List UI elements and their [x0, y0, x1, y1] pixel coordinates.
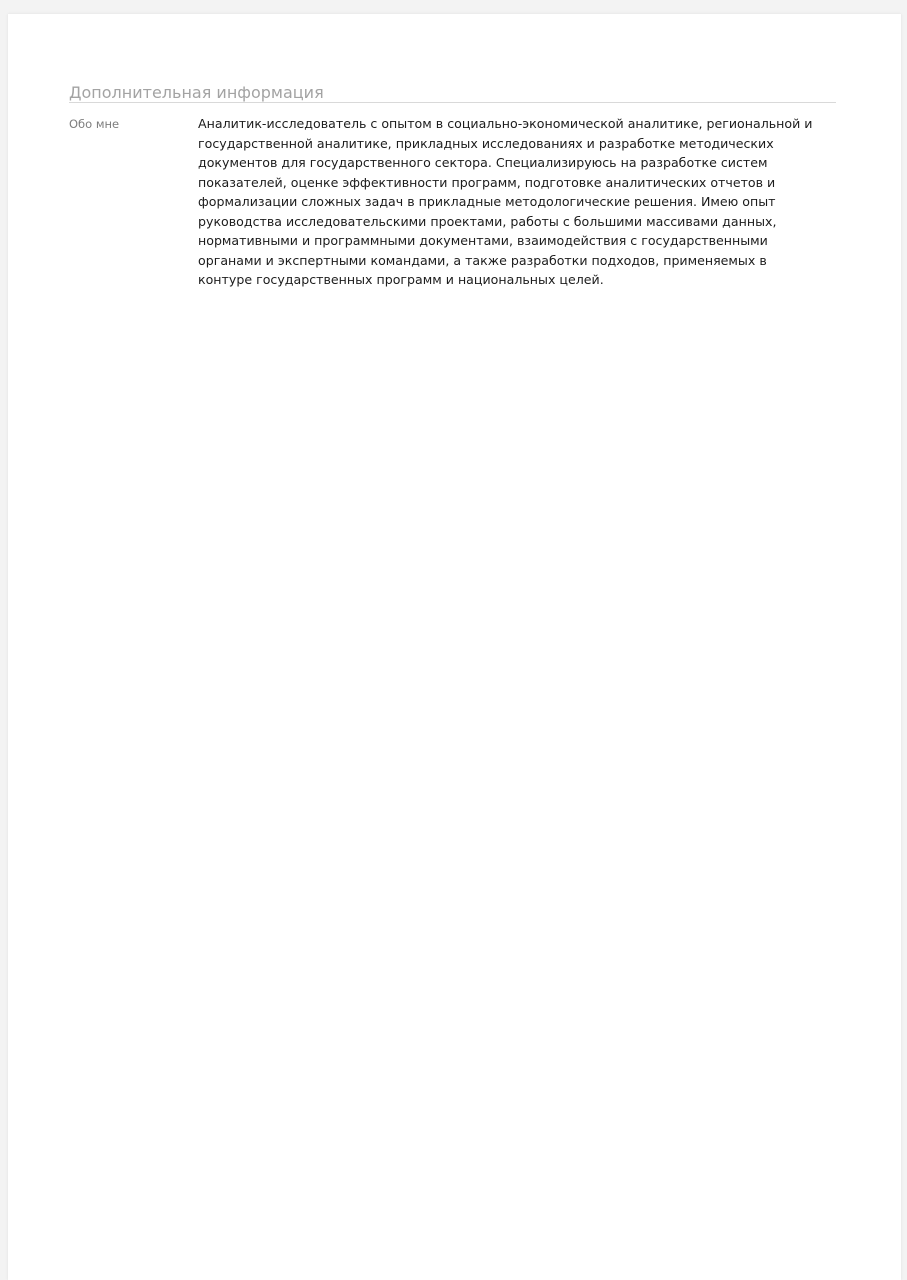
resume-page — [8, 14, 901, 1280]
about-me-line: Аналитик-исследователь с опытом в социально-экономической аналитике, региональной и — [198, 116, 813, 131]
about-me-line: нормативными и программными документами, взаимодействия с государственными — [198, 233, 768, 248]
section-divider — [69, 102, 836, 103]
about-me-line: документов для государственного сектора. Специализируюсь на разработке систем — [198, 155, 768, 170]
about-me-line: органами и экспертными командами, а также разработки подходов, применяемых в — [198, 252, 767, 268]
about-me-line: контуре государственных программ и национальных целей. — [198, 272, 604, 287]
about-me-line: руководства исследовательскими проектами, работы с большими массивами данных, — [198, 213, 777, 229]
about-me-line: государственной аналитике, прикладных исследованиях и разработке методических — [198, 135, 774, 151]
about-me-line: формализации сложных задач в прикладные методологические решения. Имею опыт — [198, 194, 776, 209]
section-title: Дополнительная информация — [69, 83, 324, 102]
about-me-label: Обо мне — [69, 117, 120, 131]
about-me-text — [198, 114, 828, 290]
about-me-line: показателей, оценке эффективности программ, подготовке аналитических отчетов и — [198, 174, 776, 190]
